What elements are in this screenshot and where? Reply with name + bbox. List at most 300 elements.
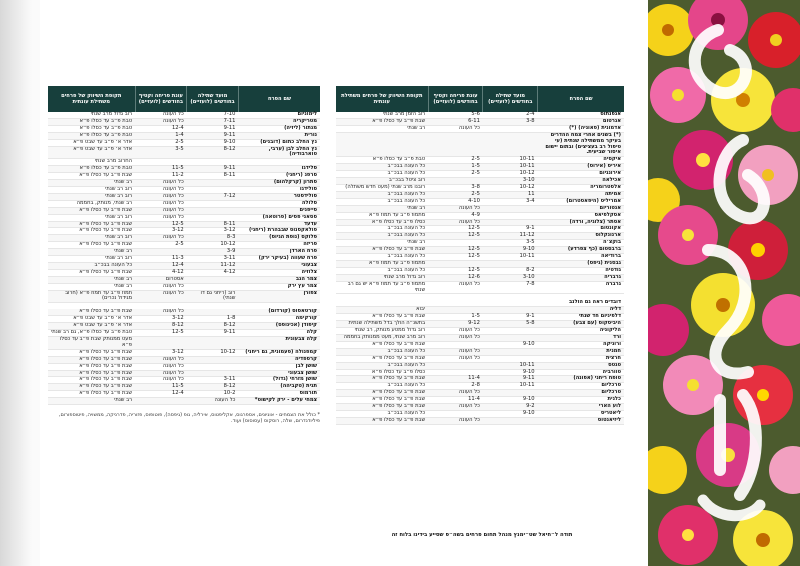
marketing-period-cell: כל העונה בבכ״ב: [336, 383, 428, 390]
flower-name-cell: ליאטריס: [538, 410, 624, 417]
planting-season-cell: 9-11: [187, 132, 239, 139]
bloom-duration-cell: כל העונה: [135, 193, 187, 200]
flower-name-cell: אכילאה: [538, 178, 624, 185]
flower-table-left: [48, 86, 320, 405]
flower-name-cell: פולאקסנוס שבבהרת (ריחני): [238, 228, 320, 235]
bloom-duration-cell: 3-12: [135, 228, 187, 235]
bloom-duration-cell: כל העונה: [428, 328, 483, 335]
marketing-period-cell: טבת פ״ב עד כסלו פ״א: [48, 118, 135, 125]
flower-name-cell: אגפנתוס: [538, 112, 624, 118]
marketing-period-cell: אדר א׳ פ״ב עד שבט פ״א: [48, 139, 135, 146]
planting-season-cell: 11-12: [483, 233, 538, 240]
header-name: שם הפרח: [538, 86, 624, 112]
marketing-period-cell: שבת פ״ב עד כסלו פ״א: [48, 207, 135, 214]
planting-season-cell: 9-11: [187, 166, 239, 173]
planting-season-cell: 11: [483, 191, 538, 198]
marketing-period-cell: רוב גדול ממטע מנותק, רב שנתי: [336, 328, 428, 335]
planting-season-cell: 8-11: [187, 221, 239, 228]
planting-season-cell: [187, 200, 239, 207]
bloom-duration-cell: 2-8: [428, 383, 483, 390]
marketing-period-cell: יבוא: [336, 307, 428, 314]
planting-season-cell: [483, 212, 538, 219]
flower-name-cell: הליקוניה: [538, 328, 624, 335]
bloom-duration-cell: כל העונה: [428, 335, 483, 342]
marketing-period-cell: שבת פ״ב עד כסלו פ״א: [336, 390, 428, 397]
flower-name-cell: סרפנ (ריחני): [238, 173, 320, 180]
flower-name-cell: מטריקריה: [238, 118, 320, 125]
marketing-period-cell: שבת פ״ב עד כסלו פ״א: [336, 397, 428, 404]
marketing-period-cell: רוב גדול מרב שנתי: [48, 112, 135, 118]
planting-season-cell: 3-12: [187, 228, 239, 235]
flower-name-cell: לוע הארי: [538, 404, 624, 411]
marketing-period-cell: כל העונה בבכ״ב: [336, 254, 428, 261]
bloom-duration-cell: [135, 398, 187, 405]
bloom-duration-cell: 12-5: [428, 233, 483, 240]
planting-season-cell: 9-11: [483, 376, 538, 383]
planting-season-cell: 9-1: [483, 314, 538, 321]
table-row: [336, 212, 624, 219]
flower-name-cell: קורקימה: [238, 316, 320, 323]
marketing-period-cell: שבת פ״ב עד כסלו פ״א: [336, 341, 428, 348]
flower-name-cell: טופח ריחני (אפונה): [538, 376, 624, 383]
right-column: [336, 86, 624, 425]
bloom-duration-cell: 12-6: [428, 274, 483, 281]
flower-name-cell: דלפיניום חד שנתי: [538, 314, 624, 321]
bloom-duration-cell: כל העונה: [135, 214, 187, 221]
planting-season-cell: 3-11: [187, 256, 239, 263]
table-row: [336, 247, 624, 254]
table-row: [336, 281, 624, 294]
header-season: מועד שתילה בחודשים (לועזיים): [187, 86, 239, 112]
bloom-duration-cell: 2-5: [428, 171, 483, 178]
flower-name-cell: טרכליום: [538, 383, 624, 390]
bloom-duration-cell: 11-5: [135, 166, 187, 173]
table-row: [48, 139, 320, 146]
table-row: [336, 164, 624, 171]
marketing-period-cell: מעט ממנותק שבת פ״ב עד כסלו פ״א: [48, 337, 135, 350]
planting-season-cell: 8-3: [187, 235, 239, 242]
planting-season-cell: 2-4: [483, 112, 538, 118]
marketing-period-cell: רב שנתי: [48, 180, 135, 187]
bloom-duration-cell: 1-4: [135, 132, 187, 139]
marketing-period-cell: אדר א׳ פ״ב עד שבט פ״א: [48, 146, 135, 159]
bloom-duration-cell: 12-5: [135, 221, 187, 228]
table-row: [48, 276, 320, 283]
bloom-duration-cell: 1-5: [428, 314, 483, 321]
marketing-period-cell: כל העונה בבכ״ב: [336, 362, 428, 369]
planting-season-cell: [483, 328, 538, 335]
bloom-duration-cell: 2-5: [428, 191, 483, 198]
footnote: * כולל את הצמחים - אוניונים, אספרגוס, אקליפטוס, אירליה, גופ (גיפסה), פוטופוס, פזוריה, פדרניקה, ממשויה, פיטוספורום, פיליודנדרום, שלה, רוסקוס (עסוסוס) ועוד.: [58, 412, 320, 425]
planting-season-cell: 3-4: [483, 198, 538, 205]
planting-season-cell: 10-11: [483, 254, 538, 261]
planting-season-cell: 8-2: [483, 267, 538, 274]
table-row: [336, 260, 624, 267]
marketing-period-cell: טבת פ״ב עד כסלו פ״א, גם רב שנתי: [48, 330, 135, 337]
bloom-duration-cell: 12-4: [135, 391, 187, 398]
marketing-period-cell: שבת פ״ב עד כסלו פ״א: [48, 356, 135, 363]
flower-name-cell: שושן לבן: [238, 363, 320, 370]
flower-name-cell: אלסטרומריה: [538, 184, 624, 191]
marketing-period-cell: רב שנתי, מנותק, בחממה: [48, 200, 135, 207]
flower-name-cell: טרכליום: [538, 390, 624, 397]
planting-season-cell: 10-12: [483, 171, 538, 178]
planting-season-cell: 10-12: [483, 184, 538, 191]
marketing-period-cell: שבת פ״ב עד כסלו פ״א: [336, 417, 428, 424]
header-season: מועד שתילה בחודשים (לועזיים): [483, 86, 538, 112]
flower-name-cell: כלנית: [538, 397, 624, 404]
header-name: שם הפרח: [238, 86, 320, 112]
table-row: [48, 398, 320, 405]
planting-season-cell: 10-12: [187, 242, 239, 249]
marketing-period-cell: כל העונה בבכ״ב: [48, 262, 135, 269]
marketing-period-cell: שבת פ״ב עד כסלו פ״א: [48, 228, 135, 235]
planting-season-cell: 10-2: [187, 391, 239, 398]
bloom-duration-cell: כל העונה: [428, 205, 483, 212]
table-header: [336, 86, 624, 112]
flower-name-cell: אסקלפיאס: [538, 212, 624, 219]
flower-name-cell: חרצית: [538, 355, 624, 362]
table-row: [48, 214, 320, 221]
bloom-duration-cell: 4-10: [428, 198, 483, 205]
bloom-duration-cell: כל העונה: [428, 281, 483, 294]
flower-name-cell: גרברה: [538, 281, 624, 294]
table-row: [48, 146, 320, 159]
marketing-period-cell: מתמוז פ״ב עד תמוז פ״א: [336, 260, 428, 267]
marketing-period-cell: רב שנתי: [48, 276, 135, 283]
flower-name-cell: טוורביה: [538, 369, 624, 376]
bloom-duration-cell: 12-5: [428, 267, 483, 274]
planting-season-cell: 8-11: [187, 173, 239, 180]
planting-season-cell: [187, 180, 239, 187]
planting-season-cell: 1-8: [187, 316, 239, 323]
table-row: [336, 267, 624, 274]
flower-name-cell: אדמונית (פאוניה) (*): [538, 125, 624, 132]
flower-name-cell: אמיתה: [538, 191, 624, 198]
bloom-duration-cell: 4-9: [428, 212, 483, 219]
flower-name-cell: קלה צבעונית: [238, 337, 320, 350]
flower-name-cell: פרח שעווה (בעיקר ירק): [238, 256, 320, 263]
flower-photo-art: [648, 0, 800, 566]
marketing-period-cell: רוב רב שנתי: [48, 256, 135, 263]
flower-name-cell: גודטיה: [538, 267, 624, 274]
flower-name-cell: דליה: [538, 307, 624, 314]
bloom-duration-cell: כל העונה: [428, 355, 483, 362]
marketing-period-cell: רב שנתי: [336, 125, 428, 132]
flower-name-cell: קלה: [238, 330, 320, 337]
planting-season-cell: [483, 125, 538, 132]
marketing-period-cell: שבת פ״ב עד כסלו פ״א: [48, 221, 135, 228]
flower-name-cell: תורמוס: [238, 391, 320, 398]
planting-season-cell: 10-11: [483, 383, 538, 390]
left-column: [48, 86, 320, 424]
marketing-period-cell: שבת פ״ב עד כסלו פ״א: [336, 355, 428, 362]
marketing-period-cell: טבת פ״ב עד כסלו פ״א: [48, 125, 135, 132]
planting-season-cell: 9-10: [187, 139, 239, 146]
flower-table-right: [336, 86, 624, 425]
marketing-period-cell: רוב רב שנתי: [48, 235, 135, 242]
bloom-duration-cell: כל העונה: [428, 219, 483, 226]
marketing-period-cell: רוב רב שנתי: [48, 186, 135, 193]
marketing-period-cell: אדר א׳ פ״ב עד שבט פ״א: [48, 323, 135, 330]
flower-name-cell: עדעד: [238, 221, 320, 228]
flower-name-cell: שושן מזרחי (גדול): [238, 377, 320, 384]
table-row: [336, 233, 624, 240]
planting-season-cell: 3-8: [483, 118, 538, 125]
marketing-period-cell: שבת פ״ב עד כסלו פ״א: [336, 247, 428, 254]
flower-name-cell: תגית (טקביהה): [238, 384, 320, 391]
flower-name-cell: צבעוני: [238, 262, 320, 269]
marketing-period-cell: כל העונה בבכ״ב: [336, 233, 428, 240]
flower-name-cell: בוקצ׳ה: [538, 240, 624, 247]
acknowledgement-footer: תודה ל״חיאל שט״ימנץ מנהל תחום פרחים בשה״פ שסייע בידינו בלוח זה: [391, 532, 573, 538]
marketing-period-cell: [336, 132, 428, 157]
flower-name-cell: ברודיאה: [538, 254, 624, 261]
bloom-duration-cell: 2-5: [135, 242, 187, 249]
marketing-period-cell: טבת פ״ב עד כסלו פ״א: [48, 166, 135, 173]
planting-season-cell: [187, 337, 239, 350]
planting-season-cell: רוב (ריחני גם דו שנתי): [187, 290, 239, 303]
bloom-duration-cell: 4-12: [135, 269, 187, 276]
flower-name-cell: (*) בשנים אחרי צמח ההדרים בעיקר ממשתילה שנתית (עי טיפול רב בעציצים) ובתום יישום איסור שביעית.: [538, 132, 624, 157]
marketing-period-cell: רב שנתי: [336, 205, 428, 212]
table-row: [48, 256, 320, 263]
planting-season-cell: 9-10: [483, 247, 538, 254]
marketing-period-cell: שבת פ״ב עד כסלו פ״א: [48, 242, 135, 249]
flower-name-cell: סלידגו: [238, 166, 320, 173]
planting-season-cell: 3-11: [187, 377, 239, 384]
planting-season-cell: [483, 417, 538, 424]
bloom-duration-cell: 3-12: [135, 349, 187, 356]
flower-name-cell: סתרון (קרקלהום): [238, 180, 320, 187]
planting-season-cell: 8-12: [187, 323, 239, 330]
flower-name-cell: קמפנולה (פעמונית, גם ריחני): [238, 349, 320, 356]
bloom-duration-cell: 11-3: [135, 256, 187, 263]
flower-name-cell: מנתור (ליזיה): [238, 125, 320, 132]
planting-season-cell: 7-8: [483, 281, 538, 294]
marketing-period-cell: שבת פ״ב עד כסלו פ״א: [336, 404, 428, 411]
marketing-period-cell: רב שנתי: [336, 240, 428, 247]
flower-name-cell: נץ החלב לבן (ערבי, טוארבודיה): [238, 146, 320, 159]
flower-name-cell: ססאני פסים (פרוטאה): [238, 214, 320, 221]
flower-name-cell: ברבסטום (כף צפרדע): [538, 247, 624, 254]
marketing-period-cell: שבת פ״ב עד כסלו פ״א: [48, 377, 135, 384]
marketing-period-cell: בתשנ״ה הולך בדל משתילה שנתית: [336, 321, 428, 328]
table-header: [48, 86, 320, 112]
marketing-period-cell: שבת פ״ב עד כסלו פ״א: [48, 363, 135, 370]
flower-name-cell: נץ החלב כתום (דובנים): [238, 139, 320, 146]
flower-name-cell: דובדים ראה גם הולנב: [538, 300, 624, 306]
bloom-duration-cell: כל העונה: [135, 180, 187, 187]
flower-name-cell: פריזה: [238, 242, 320, 249]
bloom-duration-cell: 5-6: [428, 112, 483, 118]
flower-name-cell: פרח הארדן: [238, 249, 320, 256]
table-row: [336, 219, 624, 226]
bloom-duration-cell: כל העונה: [135, 112, 187, 118]
bloom-duration-cell: כל העונה: [135, 363, 187, 370]
bloom-duration-cell: 11-4: [428, 376, 483, 383]
marketing-period-cell: תמוז פ״ב עד תמוז פ״א (חרוב מגידול נכרים): [48, 290, 135, 303]
flower-name-cell: שושן צבעוני: [238, 370, 320, 377]
planting-season-cell: 9-10: [483, 397, 538, 404]
marketing-period-cell: שבת פ״ב עד כסלו פ״א: [48, 173, 135, 180]
marketing-period-cell: רובנו מרב שנתי (מעט חדש משתלה): [336, 184, 428, 191]
flower-name-cell: צלוזיה: [238, 269, 320, 276]
planting-season-cell: 10-11: [483, 362, 538, 369]
page-gutter: [0, 0, 40, 566]
bloom-duration-cell: 12-5: [428, 247, 483, 254]
flower-name-cell: צפורן: [238, 290, 320, 303]
flower-name-cell: גבסנית (גיפס): [538, 260, 624, 267]
planting-season-cell: 9-10: [483, 410, 538, 417]
planting-season-cell: 10-11: [483, 164, 538, 171]
table-row: [48, 363, 320, 370]
planting-season-cell: כל העונה: [187, 398, 239, 405]
bloom-duration-cell: כל העונה: [135, 290, 187, 303]
table-row: [336, 184, 624, 191]
table-row: [336, 341, 624, 348]
planting-season-cell: 3-5: [483, 240, 538, 247]
marketing-period-cell: כל העונה בבכ״ב: [336, 171, 428, 178]
flower-name-cell: ארנונקלוס: [538, 233, 624, 240]
bloom-duration-cell: כל העונה: [428, 404, 483, 411]
bloom-duration-cell: 9-12: [428, 321, 483, 328]
flower-name-cell: ליזיאנטוס: [538, 417, 624, 424]
bloom-duration-cell: כל העונה: [428, 348, 483, 355]
flower-name-cell: אסתר (צלוגיה, ורדה): [538, 219, 624, 226]
marketing-period-cell: שבת פ״ב עד כסלו פ״א: [48, 391, 135, 398]
right-table-body: [336, 112, 624, 424]
marketing-period-cell: כל העונה בבכ״ב: [336, 198, 428, 205]
flower-name-cell: פלוקס (נופת הגיוס): [238, 235, 320, 242]
bloom-duration-cell: כל העונה: [135, 235, 187, 242]
bloom-duration-cell: 3-5: [135, 146, 187, 159]
bloom-duration-cell: [428, 132, 483, 157]
marketing-period-cell: רוב מרב שנתי, מעט ממנותק בחממה: [336, 335, 428, 342]
flower-name-cell: קורטאסוס (קורדום): [238, 309, 320, 315]
bloom-duration-cell: כל העונה: [135, 377, 187, 384]
flower-name-cell: טגטס: [538, 362, 624, 369]
bloom-duration-cell: 12-5: [135, 330, 187, 337]
planting-season-cell: 5-8: [483, 321, 538, 328]
bloom-duration-cell: [428, 362, 483, 369]
marketing-period-cell: כל העונה בבכ״ב: [336, 191, 428, 198]
marketing-period-cell: רוב רב שנתי: [48, 193, 135, 200]
flower-name-cell: אמריליס (היפאסטרום): [538, 198, 624, 205]
header-period: תקופת השיווק של פרחים משתילת עונתית: [48, 86, 135, 112]
bloom-duration-cell: כל העונה: [428, 417, 483, 424]
flower-name-cell: ורוניקה: [538, 341, 624, 348]
flower-name-cell: נורית: [238, 132, 320, 139]
flower-name-cell: חמנית: [538, 348, 624, 355]
marketing-period-cell: כל העונה בבכ״ב: [336, 267, 428, 274]
planting-season-cell: 3-10: [483, 178, 538, 185]
flower-name-cell: צמחי עלים - ירק לקישוט*: [238, 398, 320, 405]
bloom-duration-cell: כל העונה: [135, 309, 187, 315]
planting-season-cell: 9-2: [483, 404, 538, 411]
planting-season-cell: [187, 363, 239, 370]
planting-season-cell: [187, 276, 239, 283]
table-row: [48, 337, 320, 350]
flower-name-cell: אקונטום: [538, 226, 624, 233]
flower-photo: [648, 0, 800, 566]
planting-season-cell: 7-12: [187, 193, 239, 200]
flower-name-cell: קרספדיה: [238, 356, 320, 363]
bloom-duration-cell: כל העונה: [135, 186, 187, 193]
bloom-duration-cell: 12-5: [428, 226, 483, 233]
left-table-body: [48, 112, 320, 405]
marketing-period-cell: רוב גדול מרב שנתי: [336, 274, 428, 281]
marketing-period-cell: רב שנתי: [48, 398, 135, 405]
planting-season-cell: [187, 214, 239, 221]
bloom-duration-cell: כל העונה: [135, 356, 187, 363]
flower-name-cell: אירונגיום: [538, 171, 624, 178]
flower-name-cell: היביסקוס (עם צבע): [538, 321, 624, 328]
bloom-duration-cell: כל העונה: [135, 370, 187, 377]
planting-season-cell: [483, 348, 538, 355]
planting-season-cell: 7-11: [187, 118, 239, 125]
flower-name-cell: צמר עץ ירק: [238, 283, 320, 290]
bloom-duration-cell: 11-5: [135, 384, 187, 391]
table-row: [336, 157, 624, 164]
planting-season-cell: 9-10: [483, 341, 538, 348]
marketing-period-cell: החרוב מרב שנתי: [48, 159, 135, 166]
table-row: [336, 226, 624, 233]
planting-season-cell: 10-11: [483, 157, 538, 164]
flower-name-cell: קיפודן (אכינופס): [238, 323, 320, 330]
planting-season-cell: 7-10: [187, 112, 239, 118]
planting-season-cell: [483, 132, 538, 157]
bloom-duration-cell: 12-4: [135, 262, 187, 269]
bloom-duration-cell: 3-12: [135, 316, 187, 323]
planting-season-cell: 9-11: [187, 330, 239, 337]
table-row: [336, 355, 624, 362]
marketing-period-cell: טבת פ״ב עד כסלו פ״א: [48, 132, 135, 139]
flower-name-cell: ורד: [538, 335, 624, 342]
table-row: [48, 180, 320, 187]
table-row: [336, 132, 624, 157]
marketing-period-cell: שבת פ״ב עד כסלו פ״א: [336, 314, 428, 321]
marketing-period-cell: רב שנתי: [48, 249, 135, 256]
marketing-period-cell: שבת פ״ב עד כסלו פ״א: [48, 370, 135, 377]
flower-name-cell: אגרטום: [538, 118, 624, 125]
bloom-duration-cell: 6-11: [428, 118, 483, 125]
marketing-period-cell: שבת פ״ב עד כסלו פ״א: [336, 376, 428, 383]
marketing-period-cell: כל העונה בבכ״ב: [336, 164, 428, 171]
header-period: תקופת השיווק של פרחים משתילת עונתית: [336, 86, 428, 112]
bloom-duration-cell: [135, 337, 187, 350]
table-row: [48, 269, 320, 276]
flower-name-cell: סולידסטר: [238, 193, 320, 200]
planting-season-cell: 8-12: [187, 384, 239, 391]
bloom-duration-cell: כל העונה: [135, 283, 187, 290]
bloom-duration-cell: 3-8: [428, 184, 483, 191]
table-row: [48, 186, 320, 193]
planting-season-cell: [187, 356, 239, 363]
marketing-period-cell: טבת פ״ב עד כסלו פ״א: [336, 157, 428, 164]
bloom-duration-cell: אסטרום: [135, 276, 187, 283]
marketing-period-cell: רוב ציטל בבכ״ב: [336, 178, 428, 185]
planting-season-cell: 9-1: [483, 226, 538, 233]
planting-season-cell: [187, 207, 239, 214]
marketing-period-cell: כל העונה בבכ״ב: [336, 348, 428, 355]
bloom-duration-cell: 1-5: [428, 164, 483, 171]
planting-season-cell: 9-10: [483, 369, 538, 376]
table-row: [336, 198, 624, 205]
bloom-duration-cell: 11-4: [428, 397, 483, 404]
bloom-duration-cell: 12-5: [428, 254, 483, 261]
bloom-duration-cell: 2-5: [428, 157, 483, 164]
